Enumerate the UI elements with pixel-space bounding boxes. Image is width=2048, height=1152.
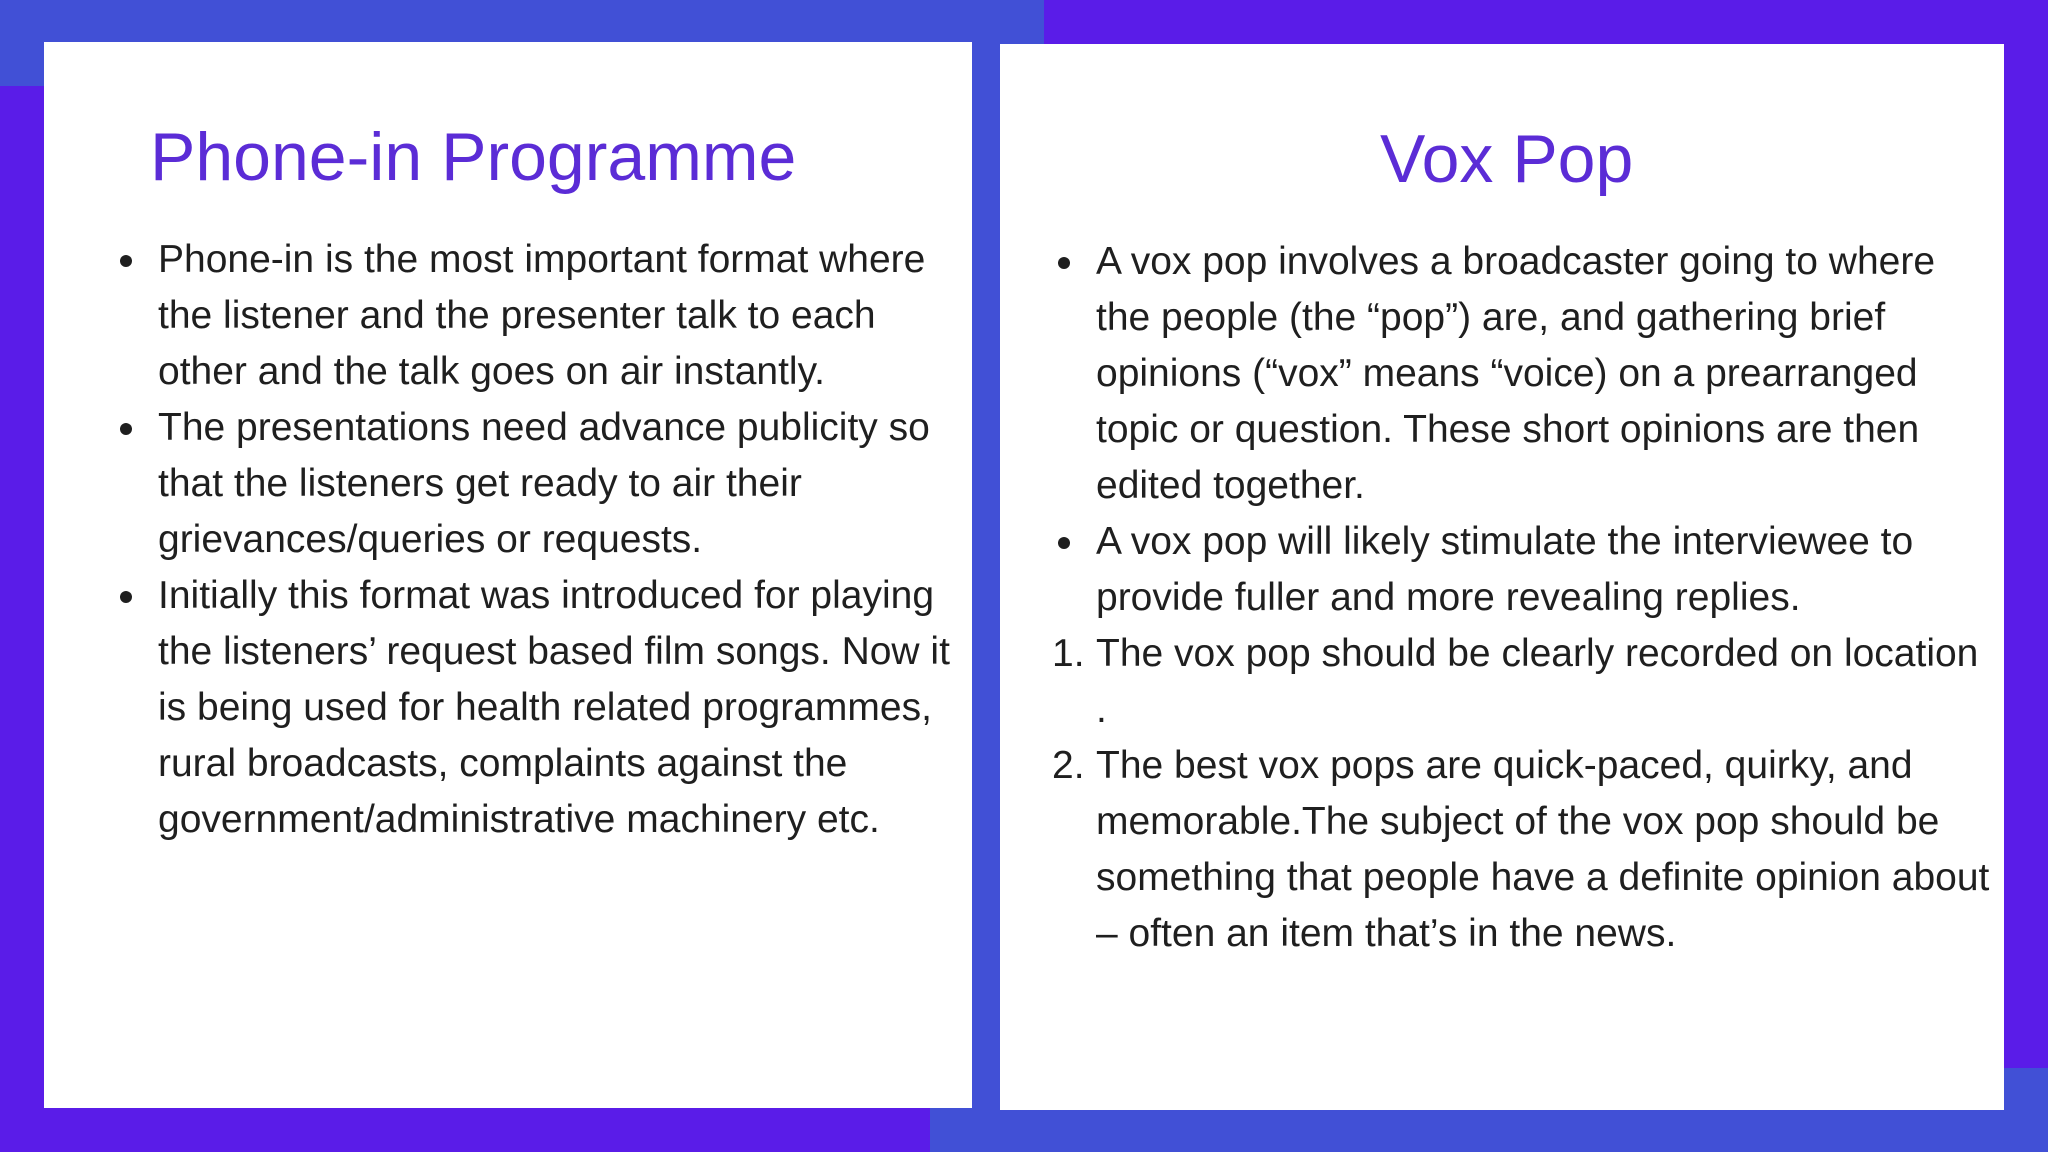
bullet-dot — [1058, 257, 1070, 269]
list-item-text: A vox pop involves a broadcaster going to where the people (the “pop”) are, and gathering brief opinions (“vox” means “voice) on a prearranged topic or question. These short opinions are then edited together. — [1096, 240, 1936, 507]
vox-pop-card — [1000, 44, 2004, 1110]
list-item — [114, 568, 964, 848]
list-item — [1052, 514, 1992, 626]
list-item — [114, 400, 964, 568]
list-number-label: 2. — [1052, 744, 1085, 787]
list-item-text: The vox pop should be clearly recorded on location . — [1096, 632, 1979, 731]
bullet-dot — [120, 591, 132, 603]
list-item-text: Initially this format was introduced for playing the listeners’ request based film songs. Now it is being used for health related programmes, rural broadcasts, complaints against the government/administrative machinery etc. — [158, 574, 950, 841]
phone-in-programme-title: Phone-in Programme — [150, 119, 797, 195]
bullet-dot — [1058, 537, 1070, 549]
list-item-text: A vox pop will likely stimulate the interviewee to provide fuller and more revealing replies. — [1096, 520, 1914, 619]
list-item — [1052, 626, 1992, 738]
bullet-dot — [120, 255, 132, 267]
top-accent-band — [1044, 0, 2048, 44]
left-accent-band — [0, 86, 44, 1152]
list-number-label: 1. — [1052, 632, 1085, 675]
phone-in-programme-list — [114, 232, 964, 848]
list-item-text: The best vox pops are quick-paced, quirky, and memorable.The subject of the vox pop should be something that people have a definite opinion about – often an item that’s in the news. — [1096, 744, 1990, 955]
list-item — [1052, 234, 1992, 514]
bullet-dot — [120, 423, 132, 435]
list-item — [1052, 738, 1992, 962]
list-item-text: The presentations need advance publicity so that the listeners get ready to air their grievances/queries or requests. — [158, 406, 930, 561]
bottom-accent-band — [0, 1108, 930, 1152]
list-item-text: Phone-in is the most important format where the listener and the presenter talk to each other and the talk goes on air instantly. — [158, 238, 926, 393]
list-item — [114, 232, 964, 400]
vox-pop-list — [1052, 234, 1992, 962]
phone-in-programme-card — [44, 42, 972, 1108]
vox-pop-title: Vox Pop — [1380, 121, 1634, 197]
right-accent-band — [2004, 0, 2048, 1068]
